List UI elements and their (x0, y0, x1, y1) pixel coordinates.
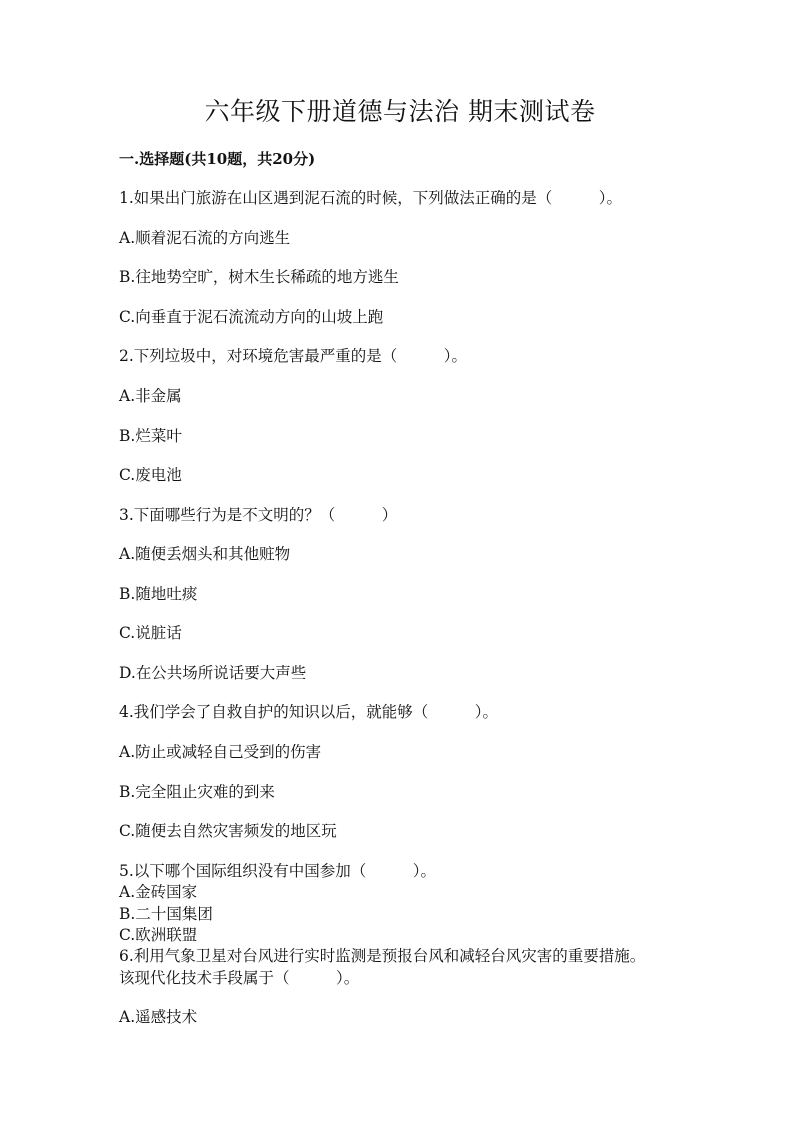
question-4-option-a: A.防止或减轻自己受到的伤害 (119, 743, 322, 761)
question-3-option-a: A.随便丢烟头和其他赃物 (119, 545, 291, 563)
section-heading: 一.选择题(共10题，共20分) (119, 150, 316, 168)
question-2-option-b: B.烂菜叶 (119, 427, 182, 445)
question-4-option-c: C.随便去自然灾害频发的地区玩 (119, 822, 337, 840)
question-4-stem: 4.我们学会了自救自护的知识以后，就能够（ ）。 (119, 703, 499, 721)
question-1-stem: 1.如果出门旅游在山区遇到泥石流的时候，下列做法正确的是（ ）。 (119, 189, 623, 207)
question-3-stem: 3.下面哪些行为是不文明的？（ ） (119, 506, 398, 524)
question-6-stem-line-1: 6.利用气象卫星对台风进行实时监测是预报台风和减轻台风灾害的重要措施。 (119, 947, 646, 965)
question-5-option-b: B.二十国集团 (119, 905, 213, 923)
question-1-option-b: B.往地势空旷，树木生长稀疏的地方逃生 (119, 268, 399, 286)
question-2-option-c: C.废电池 (119, 466, 182, 484)
question-1-option-c: C.向垂直于泥石流流动方向的山坡上跑 (119, 308, 384, 326)
question-6-option-a: A.遥感技术 (119, 1008, 198, 1026)
question-2-option-a: A.非金属 (119, 387, 182, 405)
question-3-option-d: D.在公共场所说话要大声些 (119, 664, 307, 682)
page-title: 六年级下册道德与法治 期末测试卷 (204, 97, 596, 126)
question-5-option-c: C.欧洲联盟 (119, 926, 198, 944)
question-5-option-a: A.金砖国家 (119, 883, 198, 901)
question-2-stem: 2.下列垃圾中，对环境危害最严重的是（ ）。 (119, 347, 468, 365)
question-3-option-c: C.说脏话 (119, 624, 182, 642)
question-6-stem-line-2: 该现代化技术手段属于（ ）。 (119, 969, 360, 987)
question-3-option-b: B.随地吐痰 (119, 585, 198, 603)
question-1-option-a: A.顺着泥石流的方向逃生 (119, 229, 291, 247)
question-5-stem: 5.以下哪个国际组织没有中国参加（ ）。 (119, 862, 437, 880)
question-4-option-b: B.完全阻止灾难的到来 (119, 783, 275, 801)
